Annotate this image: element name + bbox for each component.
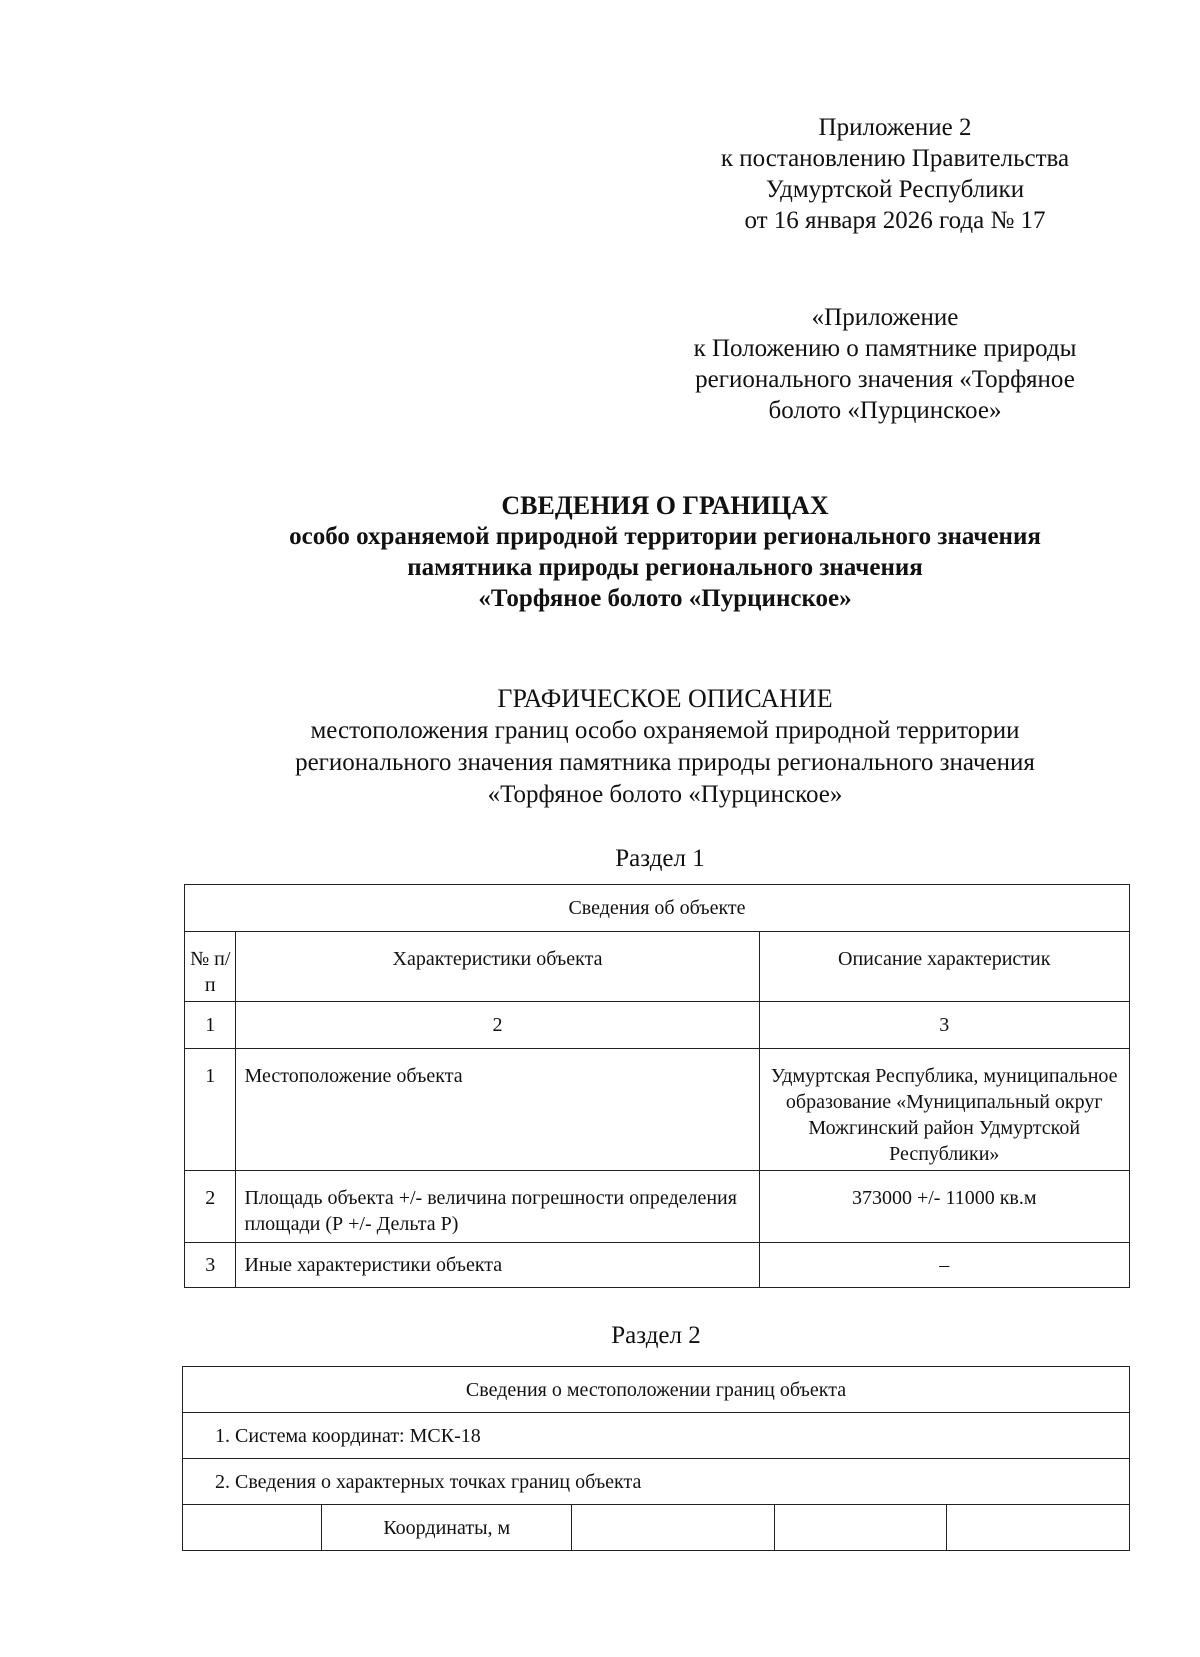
graphic-line: «Торфяное болото «Пурцинское» bbox=[487, 781, 843, 808]
empty-cell bbox=[572, 1505, 774, 1551]
section2-label: Раздел 2 bbox=[611, 1322, 701, 1349]
annex-header-line: к постановлению Правительства bbox=[720, 145, 1070, 172]
row-characteristic: Местоположение объекта bbox=[236, 1049, 759, 1171]
row-characteristic: Площадь объекта +/- величина погрешности определения площади (Р +/- Дельта Р) bbox=[236, 1171, 759, 1243]
row-num: 1 bbox=[185, 1049, 236, 1171]
points-info-row: 2. Сведения о характерных точках границ объекта bbox=[183, 1459, 1130, 1505]
graphic-description-heading bbox=[100, 683, 1200, 811]
annex-header-line: Удмуртской Республики bbox=[765, 176, 1025, 203]
title-line: «Торфяное болото «Пурцинское» bbox=[478, 585, 852, 612]
column-number: 2 bbox=[236, 1002, 759, 1049]
header-num: № п/п bbox=[185, 932, 236, 1002]
annex-header bbox=[690, 112, 1100, 236]
boundary-location-table bbox=[182, 1366, 1130, 1551]
table-row bbox=[185, 1171, 1130, 1243]
empty-cell bbox=[774, 1505, 946, 1551]
coord-system-row: 1. Система координат: МСК-18 bbox=[183, 1413, 1130, 1459]
graphic-line: ГРАФИЧЕСКОЕ ОПИСАНИЕ bbox=[497, 684, 833, 713]
row-description: Удмуртская Республика, муниципальное образование «Муниципальный округ Можгинский район Удмуртской Республики» bbox=[759, 1049, 1130, 1171]
graphic-line: регионального значения памятника природы регионального значения bbox=[295, 749, 1035, 776]
graphic-line: местоположения границ особо охраняемой природной территории bbox=[310, 717, 1020, 744]
row-description: 373000 +/- 11000 кв.м bbox=[759, 1171, 1130, 1243]
row-description: – bbox=[759, 1243, 1130, 1288]
empty-cell bbox=[183, 1505, 322, 1551]
table-row bbox=[185, 1049, 1130, 1171]
title-line: памятника природы регионального значения bbox=[407, 554, 923, 581]
table-header-row bbox=[185, 932, 1130, 1002]
row-num: 2 bbox=[185, 1171, 236, 1243]
annex-nested bbox=[650, 302, 1120, 426]
annex-nested-line: регионального значения «Торфяное bbox=[695, 366, 1075, 393]
title-line: СВЕДЕНИЯ О ГРАНИЦАХ bbox=[501, 491, 829, 520]
section1-label: Раздел 1 bbox=[615, 845, 705, 872]
annex-header-line: от 16 января 2026 года № 17 bbox=[744, 207, 1046, 234]
row-num: 3 bbox=[185, 1243, 236, 1288]
annex-header-line: Приложение 2 bbox=[818, 114, 972, 141]
row-characteristic: Иные характеристики объекта bbox=[236, 1243, 759, 1288]
column-number: 3 bbox=[759, 1002, 1130, 1049]
annex-nested-line: к Положению о памятнике природы bbox=[693, 335, 1077, 362]
empty-cell bbox=[946, 1505, 1129, 1551]
column-number: 1 bbox=[185, 1002, 236, 1049]
table-title: Сведения о местоположении границ объекта bbox=[183, 1367, 1130, 1413]
header-description: Описание характеристик bbox=[759, 932, 1130, 1002]
table-row bbox=[185, 1243, 1130, 1288]
title-line: особо охраняемой природной территории регионального значения bbox=[289, 523, 1041, 550]
coords-header: Координаты, м bbox=[322, 1505, 572, 1551]
coords-header-row bbox=[183, 1505, 1130, 1551]
header-characteristic: Характеристики объекта bbox=[236, 932, 759, 1002]
column-number-row bbox=[185, 1002, 1130, 1049]
annex-nested-line: «Приложение bbox=[811, 304, 959, 331]
object-info-table bbox=[184, 884, 1130, 1288]
document-title bbox=[100, 490, 1200, 614]
table-title: Сведения об объекте bbox=[185, 885, 1130, 932]
annex-nested-line: болото «Пурцинское» bbox=[768, 397, 1002, 424]
